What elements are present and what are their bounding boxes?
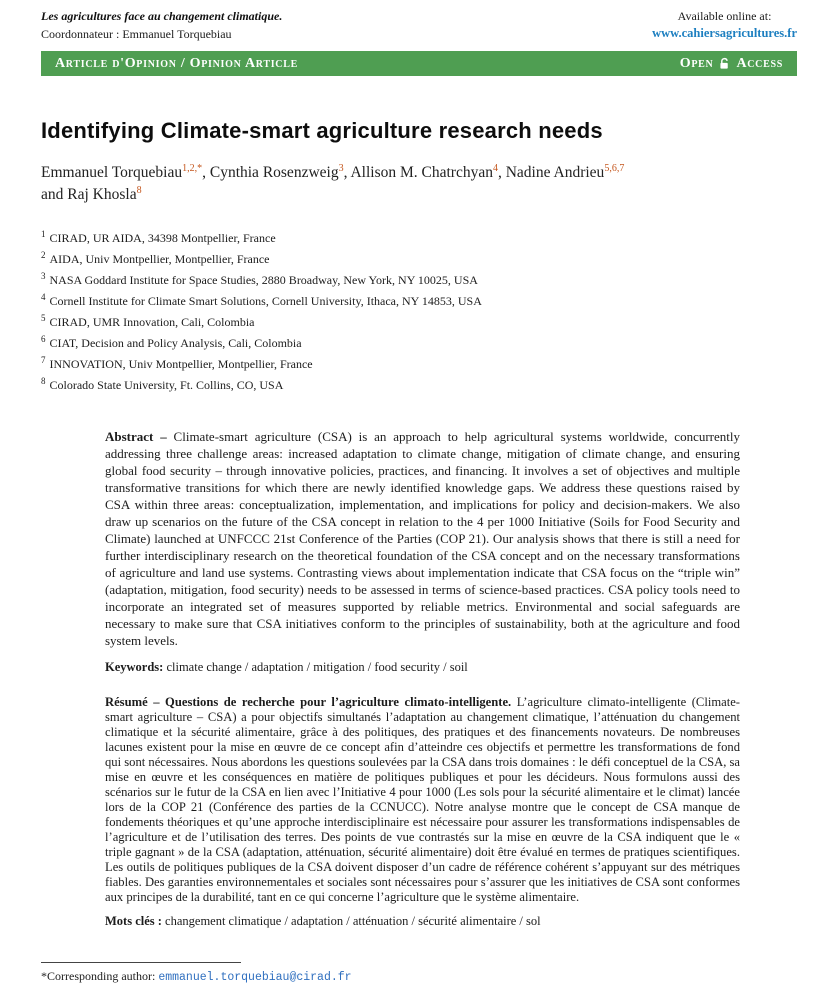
author-list bbox=[41, 162, 797, 206]
available-online-label: Available online at: bbox=[677, 9, 772, 23]
affiliation-number: 3 bbox=[41, 271, 46, 282]
affiliation-text: Colorado State University, Ft. Collins, CO, USA bbox=[49, 378, 284, 393]
resume-label: Résumé – Questions de recherche pour l’agriculture climato-intelligente. bbox=[105, 695, 517, 710]
affiliation-number: 1 bbox=[41, 229, 46, 240]
author-separator: and bbox=[41, 186, 68, 204]
keywords-label: Keywords: bbox=[105, 660, 167, 675]
series-title: Les agricultures face au changement climatique. bbox=[41, 9, 283, 23]
affiliation bbox=[41, 226, 797, 247]
affiliation-text: AIDA, Univ Montpellier, Montpellier, France bbox=[49, 252, 270, 267]
author-name: Cynthia Rosenzweig bbox=[209, 164, 339, 182]
affiliation-number: 4 bbox=[41, 292, 46, 303]
author-affil-marker: 4 bbox=[492, 163, 498, 174]
author-separator: , bbox=[497, 164, 506, 182]
affiliation-text: CIRAD, UR AIDA, 34398 Montpellier, France bbox=[49, 231, 276, 246]
affiliation-text: INNOVATION, Univ Montpellier, Montpellier, France bbox=[49, 357, 313, 372]
article-title: Identifying Climate-smart agriculture research needs bbox=[41, 118, 603, 143]
mots-cles-text: changement climatique / adaptation / atténuation / sécurité alimentaire / sol bbox=[165, 914, 541, 929]
affiliation-number: 2 bbox=[41, 250, 46, 261]
affiliation bbox=[41, 331, 797, 352]
author-separator: , bbox=[343, 164, 351, 182]
article-type-label: Article d'Opinion / Opinion Article bbox=[55, 55, 298, 71]
resume bbox=[105, 695, 740, 905]
affiliation-number: 8 bbox=[41, 376, 46, 387]
journal-website-link[interactable]: www.cahiersagricultures.fr bbox=[652, 26, 797, 40]
author-affil-marker: 3 bbox=[338, 163, 344, 174]
abstract bbox=[105, 428, 740, 649]
availability-info bbox=[652, 9, 797, 41]
footnote-rule bbox=[41, 962, 241, 963]
abstract-label: Abstract – bbox=[105, 429, 174, 445]
author-affil-marker: 1,2,* bbox=[182, 163, 203, 174]
affiliation-text: CIAT, Decision and Policy Analysis, Cali, Colombia bbox=[49, 336, 302, 351]
author-name: Nadine Andrieu bbox=[505, 164, 605, 182]
article-type-banner bbox=[41, 51, 797, 76]
series-info bbox=[41, 9, 282, 42]
open-access-badge bbox=[680, 56, 783, 72]
author-name: Emmanuel Torquebiau bbox=[41, 164, 183, 182]
mots-cles-line bbox=[105, 914, 740, 929]
affiliation bbox=[41, 310, 797, 331]
corresponding-author-email-link[interactable]: emmanuel.torquebiau@cirad.fr bbox=[158, 971, 352, 984]
author-affil-marker: 8 bbox=[136, 185, 142, 197]
author-separator: , bbox=[202, 164, 210, 182]
affiliation-number: 6 bbox=[41, 334, 46, 345]
mots-cles-label: Mots clés : bbox=[105, 914, 166, 929]
affiliation-number: 7 bbox=[41, 355, 46, 366]
affiliation bbox=[41, 352, 797, 373]
keywords-text: climate change / adaptation / mitigation / food security / soil bbox=[166, 660, 468, 675]
affiliation bbox=[41, 373, 797, 394]
corresponding-author-label: *Corresponding author: bbox=[41, 969, 159, 983]
corresponding-author-note bbox=[41, 969, 797, 984]
affiliation-list bbox=[41, 226, 797, 394]
access-label: Access bbox=[736, 55, 783, 71]
open-lock-icon bbox=[718, 57, 731, 71]
affiliation-text: CIRAD, UMR Innovation, Cali, Colombia bbox=[49, 315, 255, 330]
resume-text: L’agriculture climato-intelligente (Climate-smart agriculture – CSA) a pour objectifs simultanés l’adaptation au changement climatique, l’atténuation du changement climatique et la sécurité alimentaire, grâce à des politiques, des pratiques et des financements novateurs. De nombreuses lacunes existent pour la mise en œuvre de ce concept afin d’atteindre ces objectifs et permettre les transformations de fond qui sont nécessaires. Nous abordons les questions soulevées par la CSA dans trois domaines : le défi conceptuel de la CSA, sa mise en œuvre et les conséquences en matière de politiques publiques et pour les décideurs. Nous formulons aussi des scénarios sur le futur de la CSA en lien avec l’Initiative 4 pour 1000 (Les sols pour la sécurité alimentaire et le climat) lancée lors de la COP 21 (Conférence des parties de la CCNUCC). Notre analyse montre que le concept de CSA manque de fondements théoriques et qu’une approche interdisciplinaire est nécessaire pour assurer les transformations indispensables de l’agriculture et de l’utilisation des terres. Des points de vue contrastés sur la mise en œuvre de la CSA indiquent que le « triple gagnant » de la CSA (adaptation, atténuation, sécurité alimentaire) doit être évalué en termes de pratiques scientifiques. Les outils de politiques publiques de la CSA doivent disposer d’un cadre de référence cohérent s’appuyant sur des métriques fiables. Des garanties environnementales et sociales sont nécessaires pour s’assurer que les initiatives de CSA sont conformes aux principes de la durabilité, tant en ce qui concerne l’agriculture que le système alimentaire. bbox=[105, 695, 740, 905]
open-label: Open bbox=[679, 55, 714, 71]
affiliation-number: 5 bbox=[41, 313, 46, 324]
affiliation-text: NASA Goddard Institute for Space Studies, 2880 Broadway, New York, NY 10025, USA bbox=[49, 273, 478, 288]
affiliation bbox=[41, 268, 797, 289]
affiliation bbox=[41, 289, 797, 310]
author-affil-marker: 5,6,7 bbox=[604, 163, 625, 174]
series-coordinator: Coordonnateur : Emmanuel Torquebiau bbox=[41, 27, 232, 41]
affiliation-text: Cornell Institute for Climate Smart Solutions, Cornell University, Ithaca, NY 14853, USA bbox=[49, 294, 482, 309]
author-name: Raj Khosla bbox=[67, 186, 137, 204]
affiliation bbox=[41, 247, 797, 268]
keywords-line bbox=[105, 660, 740, 675]
page-header bbox=[41, 9, 797, 42]
author-name: Allison M. Chatrchyan bbox=[350, 164, 493, 182]
abstract-text: Climate-smart agriculture (CSA) is an approach to help agricultural systems worldwide, concurrently addressing three challenge areas: increased adaptation to climate change, mitigation of climate change, and ensuring global food security – through innovative policies, practices, and financing. It involves a set of objectives and multiple transformative transitions for which there are newly identified knowledge gaps. We address these questions raised by CSA within three areas: conceptualization, implementation, and implications for policy and decision-makers. We also draw up scenarios on the future of the CSA concept in relation to the 4 per 1000 Initiative (Soils for Food Security and Climate) launched at UNFCCC 21st Conference of the Parties (COP 21). Our analysis shows that there is still a need for further interdisciplinary research on the theoretical foundation of the CSA concept and on the necessary transformations of agriculture and land use systems. Contrasting views about implementation indicate that CSA focus on the “triple win” (adaptation, mitigation, food security) needs to be assessed in terms of science-based practices. CSA policy tools need to incorporate an integrated set of measures supported by reliable metrics. Environmental and social safeguards are necessary to make sure that CSA initiatives conform to the principles of sustainability, both at the agriculture and food system levels. bbox=[105, 429, 740, 649]
footnote bbox=[41, 962, 797, 984]
